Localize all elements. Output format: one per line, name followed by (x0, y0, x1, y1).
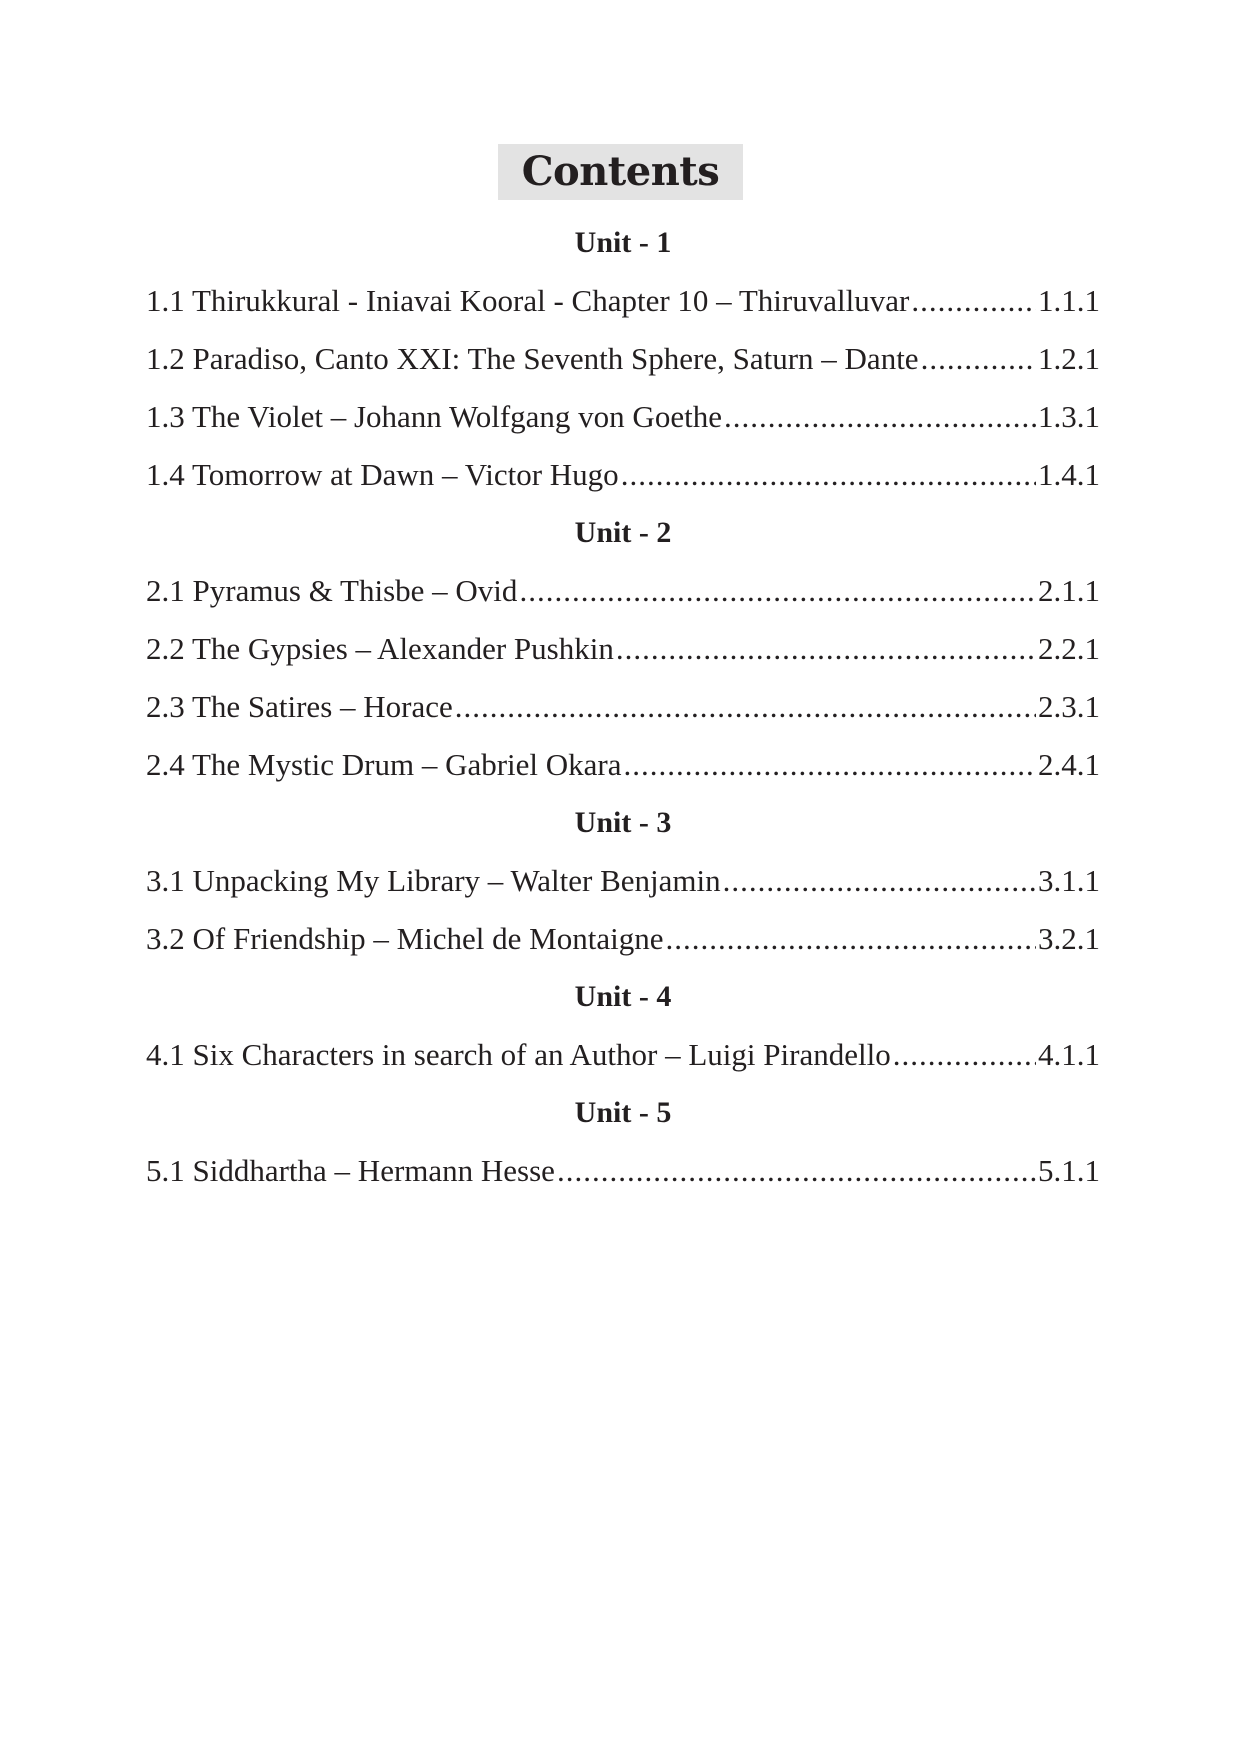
entry-page: 3.1.1 (1038, 863, 1100, 898)
entry-page: 5.1.1 (1038, 1153, 1100, 1188)
toc-entry[interactable] (146, 620, 1100, 678)
toc-entry[interactable] (146, 1026, 1100, 1084)
toc-entry[interactable] (146, 736, 1100, 794)
toc-entry[interactable] (146, 272, 1100, 330)
entry-page: 2.1.1 (1038, 573, 1100, 608)
unit-heading: Unit - 2 (574, 516, 672, 549)
toc-entry[interactable] (146, 330, 1100, 388)
toc-entry[interactable] (146, 388, 1100, 446)
entry-title: 1.2 Paradiso, Canto XXI: The Seventh Sphere, Saturn – Dante (146, 341, 919, 376)
entry-title: 2.4 The Mystic Drum – Gabriel Okara (146, 747, 622, 782)
dot-leader (724, 388, 1036, 446)
unit-heading: Unit - 3 (574, 806, 672, 839)
entry-title: 3.1 Unpacking My Library – Walter Benjamin (146, 863, 721, 898)
dot-leader (665, 910, 1036, 968)
toc-entry[interactable] (146, 852, 1100, 910)
entry-page: 3.2.1 (1038, 921, 1100, 956)
title-wrapper (0, 144, 1241, 200)
unit-heading: Unit - 5 (574, 1096, 672, 1129)
entry-page: 1.3.1 (1038, 399, 1100, 434)
table-of-contents (146, 214, 1100, 1200)
entry-title: 4.1 Six Characters in search of an Author – Luigi Pirandello (146, 1037, 891, 1072)
toc-entry[interactable] (146, 1142, 1100, 1200)
entry-page: 1.1.1 (1038, 283, 1100, 318)
entry-page: 1.2.1 (1038, 341, 1100, 376)
entry-page: 4.1.1 (1038, 1037, 1100, 1072)
dot-leader (455, 678, 1036, 736)
toc-entry[interactable] (146, 678, 1100, 736)
dot-leader (624, 736, 1036, 794)
dot-leader (921, 330, 1036, 388)
entry-title: 2.2 The Gypsies – Alexander Pushkin (146, 631, 614, 666)
toc-entry[interactable] (146, 562, 1100, 620)
entry-title: 2.3 The Satires – Horace (146, 689, 453, 724)
entry-page: 2.2.1 (1038, 631, 1100, 666)
dot-leader (519, 562, 1036, 620)
dot-leader (723, 852, 1036, 910)
entry-page: 1.4.1 (1038, 457, 1100, 492)
toc-entry[interactable] (146, 910, 1100, 968)
entry-title: 1.3 The Violet – Johann Wolfgang von Goethe (146, 399, 722, 434)
entry-title: 1.1 Thirukkural - Iniavai Kooral - Chapter 10 – Thiruvalluvar (146, 283, 910, 318)
unit-heading: Unit - 1 (574, 226, 672, 259)
entry-title: 3.2 Of Friendship – Michel de Montaigne (146, 921, 664, 956)
page-title: Contents (498, 144, 744, 200)
entry-title: 1.4 Tomorrow at Dawn – Victor Hugo (146, 457, 619, 492)
unit-heading: Unit - 4 (574, 980, 672, 1013)
entry-title: 5.1 Siddhartha – Hermann Hesse (146, 1153, 555, 1188)
dot-leader (911, 272, 1036, 330)
entry-title: 2.1 Pyramus & Thisbe – Ovid (146, 573, 518, 608)
entry-page: 2.4.1 (1038, 747, 1100, 782)
dot-leader (616, 620, 1036, 678)
dot-leader (621, 446, 1036, 504)
toc-entry[interactable] (146, 446, 1100, 504)
dot-leader (557, 1142, 1036, 1200)
entry-page: 2.3.1 (1038, 689, 1100, 724)
dot-leader (893, 1026, 1036, 1084)
